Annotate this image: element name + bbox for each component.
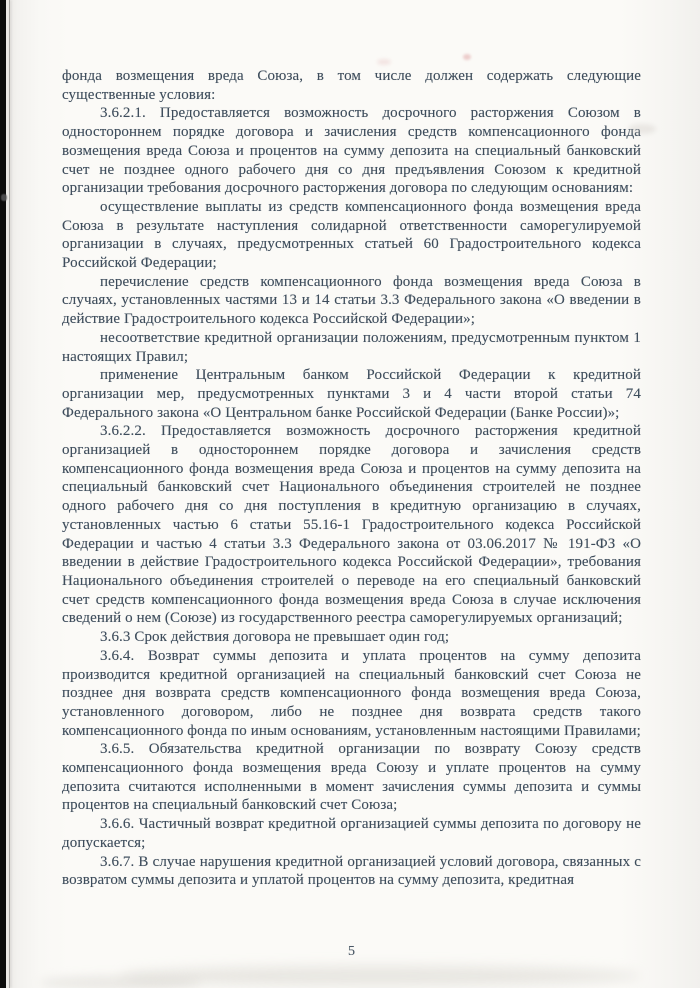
document-body-text <box>62 67 641 890</box>
paragraph: 3.6.5. Обязательства кредитной организации по возврату Союзу средств компенсационного фонда возмещения вреда Союзу и уплате процентов на сумму депозита считаются исполненными в момент зачисления суммы депозита и суммы процентов на специальный банковский счет Союза; <box>62 741 641 814</box>
paragraph: 3.6.2.1. Предоставляется возможность досрочного расторжения Союзом в одностороннем порядке договора и зачисления средств компенсационного фонда возмещения вреда Союза и процентов на сумму депозита на специальный банковский счет не позднее одного рабочего дня со дня предъявления Союзом к кредитной организации требования досрочного расторжения договора по следующим основаниям: <box>62 105 641 197</box>
paragraph: 3.6.4. Возврат суммы депозита и уплата процентов на сумму депозита производится кредитной организацией на специальный банковский счет Союза не позднее дня возврата средств компенсационного фонда возмещения вреда Союза, установленного договором, либо не позднее дня возврата средств такого компенсационного фонда по иным основаниям, установленным настоящими Правилами; <box>62 647 641 739</box>
paragraph: 3.6.7. В случае нарушения кредитной организацией условий договора, связанных с возвратом суммы депозита и уплатой процентов на сумму депозита, кредитная <box>62 853 641 889</box>
scanner-edge-strip <box>0 0 6 988</box>
page-edge-line <box>9 0 10 988</box>
scan-artifact-bottom-smudge-2 <box>40 976 200 988</box>
paragraph: применение Центральным банком Российской Федерации к кредитной организации мер, предусмотренных пунктами 3 и 4 части второй статьи 74 Федерального закона «О Центральном банке Российской Федерации (Банке России)»; <box>62 367 641 421</box>
paragraph: 3.6.3 Срок действия договора не превышает один год; <box>100 629 450 646</box>
scan-artifact-bottom-smudge <box>120 966 640 986</box>
paragraph: несоответствие кредитной организации положениям, предусмотренным пунктом 1 настоящих Правил; <box>62 329 641 365</box>
paragraph: осуществление выплаты из средств компенсационного фонда возмещения вреда Союза в результате наступления солидарной ответственности саморегулируемой организации в случаях, предусмотренных статьей 60 Градостроительного кодекса Российской Федерации; <box>62 198 641 272</box>
paragraph: перечисление средств компенсационного фонда возмещения вреда Союза в случаях, установленных частями 13 и 14 статьи 3.3 Федерального закона «О введении в действие Градостроительного кодекса Российской Федерации»; <box>62 273 641 328</box>
paragraph: 3.6.6. Частичный возврат кредитной организацией суммы депозита по договору не допускается; <box>62 816 641 851</box>
scan-artifact-pink-speck <box>463 54 471 60</box>
scan-artifact-pink-smudge <box>377 59 391 65</box>
paragraph: 3.6.2.2. Предоставляется возможность досрочного расторжения кредитной организацией в одностороннем порядке договора и зачисления средств компенсационного фонда возмещения вреда Союза и процентов на сумму депозита на специальный банковский счет Национального объединения строителей не позднее одного рабочего дня со дня поступления в кредитную организацию в случаях, установленных частью 6 статьи 55.16-1 Градостроительного кодекса Российской Федерации и частью 4 статьи 3.3 Федерального закона от 03.06.2017 № 191-ФЗ «О введении в действие Градостроительного кодекса Российской Федерации», требования Национального объединения строителей о переводе на его специальный банковский счет средств компенсационного фонда возмещения вреда Союза в случае исключения сведений о нем (Союзе) из государственного реестра саморегулируемых организаций; <box>62 423 641 627</box>
page-number: 5 <box>348 944 355 959</box>
paragraph: фонда возмещения вреда Союза, в том числе должен содержать следующие существенные условия: <box>62 68 641 103</box>
